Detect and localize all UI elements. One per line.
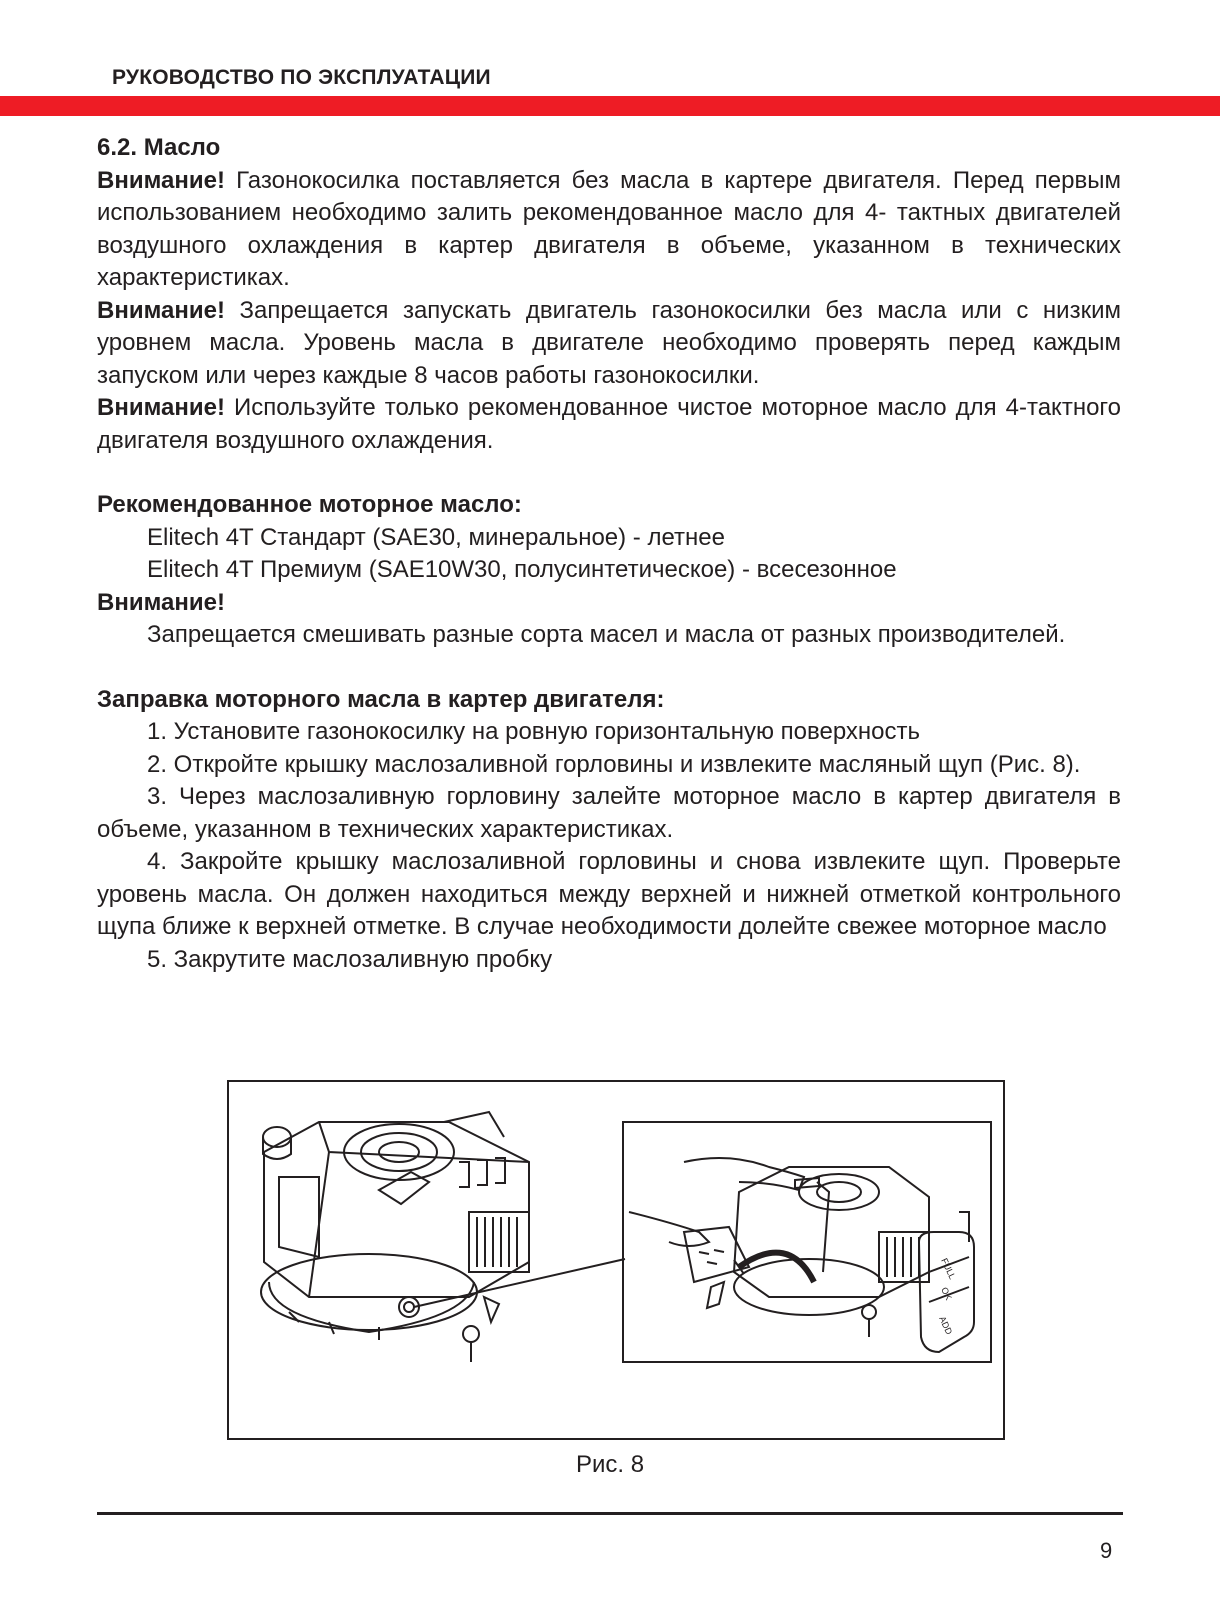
warning-paragraph [97,295,1121,393]
dipstick-mark-full: FULL [939,1256,958,1281]
section-heading: 6.2. Масло [97,134,221,161]
filling-heading: Заправка моторного масла в картер двигателя: [97,685,665,713]
warning-paragraph [97,392,1121,457]
engine-oil-figure [227,1080,1005,1440]
warning-text: Запрещается запускать двигатель газонокосилки без масла или с низким уровнем масла. Уровень масла в двигателе необходимо проверять перед каждым запуском или через каждые 8 часов работы газонокосилки. [97,296,1121,389]
spacer [97,652,1121,684]
recommended-oil-item: Elitech 4T Премиум (SAE10W30, полусинтетическое) - всесезонное [147,556,897,583]
figure-caption: Рис. 8 [575,1451,645,1478]
filling-step: 3. Через маслозаливную горловину залейте моторное масло в картер двигателя в объеме, указанном в технических характеристиках. [97,783,1121,843]
warning-label: Внимание! [97,394,225,421]
footer-rule [97,1512,1123,1515]
spacer [97,457,1121,489]
inset-frame [623,1122,991,1362]
engine-drawing-inset [629,1158,929,1337]
page-number: 9 [1100,1538,1113,1563]
engine-illustration [229,1082,1003,1438]
filling-step: 4. Закройте крышку маслозаливной горловины и снова извлеките щуп. Проверьте уровень масла. Он должен находиться между верхней и нижней отметкой контрольного щупа ближе к верхней отметке. В случае необходимости долейте свежее моторное масло [97,848,1121,940]
filling-step: 1. Установите газонокосилку на ровную горизонтальную поверхность [147,718,920,745]
mixing-warning-label: Внимание! [97,588,225,616]
dipstick-mark-ok: OK [939,1285,954,1302]
warning-paragraph [97,165,1121,295]
dipstick-mark-add: ADD [937,1314,955,1337]
header-accent-bar [0,96,1220,116]
engine-drawing-left [261,1112,529,1362]
document-header-title: РУКОВОДСТВО ПО ЭКСПЛУАТАЦИИ [112,66,491,89]
warning-text: Используйте только рекомендованное чистое моторное масло для 4-тактного двигателя воздушного охлаждения. [97,394,1121,454]
recommended-oil-item: Elitech 4T Стандарт (SAE30, минеральное) - летнее [147,523,725,551]
recommended-oil-heading: Рекомендованное моторное масло: [97,491,522,518]
section-content [97,132,1121,976]
warning-label: Внимание! [97,166,225,194]
mixing-warning-text: Запрещается смешивать разные сорта масел и масла от разных производителей. [147,621,1066,648]
filling-step: 5. Закрутите маслозаливную пробку [147,945,553,973]
warning-text: Газонокосилка поставляется без масла в картере двигателя. Перед первым использованием необходимо залить рекомендованное масло для 4- тактных двигателей воздушного охлаждения в картер двигателя в объеме, указанном в технических характеристиках. [97,166,1121,291]
filling-step: 2. Откройте крышку маслозаливной горловины и извлеките масляный щуп (Рис. 8). [147,750,1081,778]
warning-label: Внимание! [97,296,225,324]
